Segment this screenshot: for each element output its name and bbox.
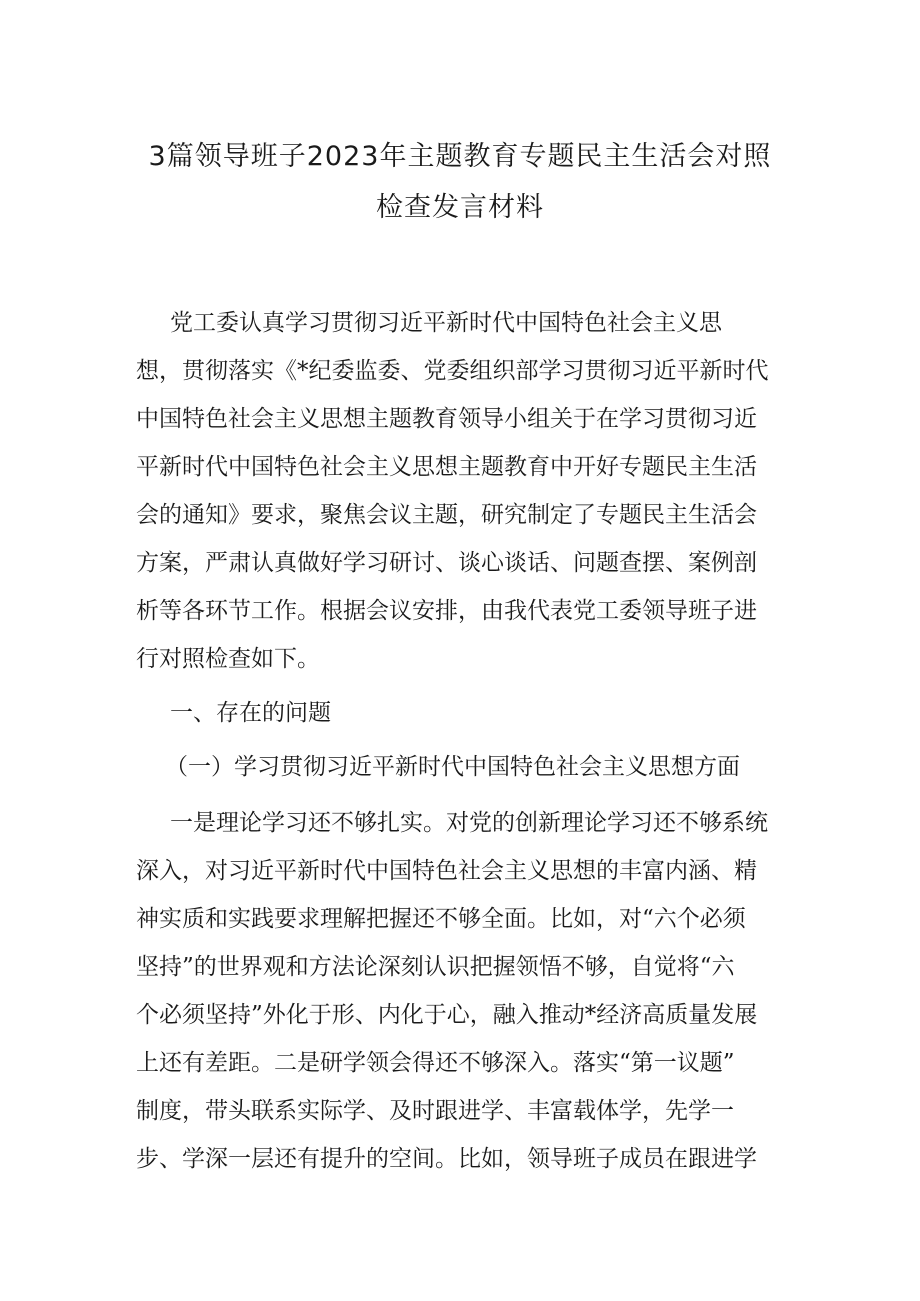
paragraph-2-line: 制度，带头联系实际学、及时跟进学、丰富载体学，先学一 [136,1098,734,1124]
subsection-heading: （一）学习贯彻习近平新时代中国特色社会主义思想方面 [165,754,740,780]
paragraph-1-line: 平新时代中国特色社会主义思想主题教育中开好专题民主生活 [136,454,757,480]
paragraph-1-line: 中国特色社会主义思想主题教育领导小组关于在学习贯彻习近 [136,406,757,432]
paragraph-2-line: 上还有差距。二是研学领会得还不够深入。落实“第一议题” [136,1050,735,1076]
paragraph-2-line: 深入，对习近平新时代中国特色社会主义思想的丰富内涵、精 [136,858,757,884]
paragraph-1-line: 方案，严肃认真做好学习研讨、谈心谈话、问题查摆、案例剖 [136,550,757,576]
paragraph-2-line: 个必须坚持”外化于形、内化于心，融入推动*经济高质量发展 [136,1002,758,1028]
paragraph-2-line: 步、学深一层还有提升的空间。比如，领导班子成员在跟进学 [136,1146,757,1172]
paragraph-1-line: 行对照检查如下。 [136,646,320,672]
section-heading: 一、存在的问题 [170,700,331,726]
document-title-line-2: 检查发言材料 [376,192,544,223]
paragraph-1-line: 会的通知》要求，聚焦会议主题，研究制定了专题民主生活会 [136,502,757,528]
paragraph-2-line: 一是理论学习还不够扎实。对党的创新理论学习还不够系统 [170,810,768,836]
paragraph-1-line: 析等各环节工作。根据会议安排，由我代表党工委领导班子进 [136,598,757,624]
paragraph-2-line: 坚持”的世界观和方法论深刻认识把握领悟不够，自觉将“六 [136,954,735,980]
paragraph-2-line: 神实质和实践要求理解把握还不够全面。比如，对“六个必须 [136,906,746,932]
document-title-line-1: 3篇领导班子2023年主题教育专题民主生活会对照 [148,141,772,172]
paragraph-1-line: 党工委认真学习贯彻习近平新时代中国特色社会主义思 [170,310,722,336]
paragraph-1-line: 想，贯彻落实《*纪委监委、党委组织部学习贯彻习近平新时代 [136,358,769,384]
